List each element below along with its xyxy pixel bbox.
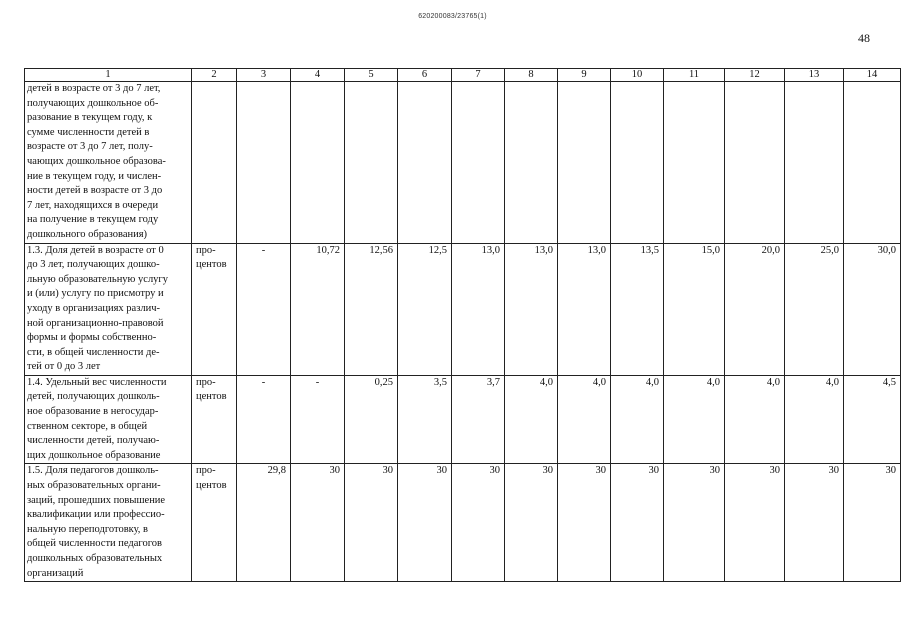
table-row — [25, 82, 901, 244]
description-line: уходу в организациях различ- — [27, 302, 160, 314]
description-line: 1.5. Доля педагогов дошколь- — [27, 465, 159, 477]
description-line: ности детей в возрасте от 3 до — [27, 185, 163, 197]
indicator-description — [25, 464, 192, 582]
column-number-header: 11 — [664, 69, 725, 82]
description-line: до 3 лет, получающих дошко- — [27, 259, 160, 271]
value-cell: 30 — [725, 464, 785, 582]
column-number-header: 1 — [25, 69, 192, 82]
value-cell: 30 — [291, 464, 345, 582]
value-cell — [345, 82, 398, 244]
description-line: тей от 0 до 3 лет — [27, 361, 101, 373]
header-row — [25, 69, 901, 82]
value-cell: 20,0 — [725, 243, 785, 375]
indicator-description — [25, 375, 192, 464]
table-row — [25, 375, 901, 464]
unit-line: про- — [196, 244, 216, 256]
value-cell: 4,0 — [664, 375, 725, 464]
unit-of-measure — [192, 82, 237, 244]
description-line: детей в возрасте от 3 до 7 лет, — [27, 83, 161, 94]
column-number-header: 9 — [558, 69, 611, 82]
description-line: квалификации или профессио- — [27, 509, 165, 521]
description-line: 7 лет, находящихся в очереди — [27, 199, 159, 211]
column-number-header: 6 — [398, 69, 452, 82]
description-line: сти, в общей численности де- — [27, 346, 160, 358]
description-line: формы и формы собственно- — [27, 332, 157, 344]
description-line: сумме численности детей в — [27, 126, 150, 138]
value-cell: 12,5 — [398, 243, 452, 375]
unit-line: про- — [196, 376, 216, 388]
description-line: численности детей, получаю- — [27, 435, 160, 447]
column-number-header: 13 — [785, 69, 844, 82]
value-cell: 13,0 — [505, 243, 558, 375]
value-cell: 3,7 — [452, 375, 505, 464]
description-line: ной организационно-правовой — [27, 317, 164, 329]
description-line: щих дошкольное образование — [27, 449, 161, 461]
indicator-description — [25, 243, 192, 375]
value-cell: 4,0 — [505, 375, 558, 464]
unit-of-measure — [192, 464, 237, 582]
value-cell: - — [237, 243, 291, 375]
description-line: получающих дошкольное об- — [27, 97, 159, 109]
table-body — [25, 69, 901, 582]
description-line: ние в текущем году, и числен- — [27, 170, 162, 182]
value-cell: 30 — [844, 464, 901, 582]
value-cell — [291, 82, 345, 244]
description-line: чающих дошкольное образова- — [27, 155, 166, 167]
value-cell: - — [237, 375, 291, 464]
description-line: ных образовательных органи- — [27, 480, 161, 492]
indicator-description — [25, 82, 192, 244]
value-cell: 29,8 — [237, 464, 291, 582]
unit-line: про- — [196, 465, 216, 477]
value-cell: 30 — [452, 464, 505, 582]
value-cell — [237, 82, 291, 244]
value-cell: 30 — [664, 464, 725, 582]
unit-of-measure — [192, 243, 237, 375]
value-cell: 15,0 — [664, 243, 725, 375]
value-cell: 4,5 — [844, 375, 901, 464]
value-cell: - — [291, 375, 345, 464]
indicator-table — [24, 68, 901, 582]
description-line: нальную переподготовку, в — [27, 523, 149, 535]
value-cell: 13,0 — [452, 243, 505, 375]
description-line: 1.3. Доля детей в возрасте от 0 — [27, 244, 164, 256]
description-line: возрасте от 3 до 7 лет, полу- — [27, 141, 153, 153]
value-cell: 3,5 — [398, 375, 452, 464]
document-id: 620200083/23765(1) — [418, 13, 487, 20]
value-cell: 12,56 — [345, 243, 398, 375]
description-line: дошкольного образования) — [27, 228, 148, 240]
description-line: льную образовательную услугу — [27, 273, 168, 285]
value-cell — [664, 82, 725, 244]
description-line: детей, получающих дошколь- — [27, 391, 160, 403]
value-cell: 25,0 — [785, 243, 844, 375]
value-cell — [452, 82, 505, 244]
value-cell: 13,0 — [558, 243, 611, 375]
page-number: 48 — [858, 31, 870, 45]
column-number-header: 8 — [505, 69, 558, 82]
value-cell: 0,25 — [345, 375, 398, 464]
description-line: общей численности педагогов — [27, 538, 162, 550]
value-cell: 10,72 — [291, 243, 345, 375]
column-number-header: 12 — [725, 69, 785, 82]
value-cell: 30 — [398, 464, 452, 582]
value-cell: 4,0 — [558, 375, 611, 464]
column-number-header: 10 — [611, 69, 664, 82]
value-cell: 30,0 — [844, 243, 901, 375]
table-row — [25, 464, 901, 582]
description-line: ное образование в негосудар- — [27, 406, 159, 418]
value-cell: 30 — [505, 464, 558, 582]
unit-line: центов — [196, 259, 227, 271]
value-cell: 4,0 — [785, 375, 844, 464]
value-cell — [558, 82, 611, 244]
description-line: организаций — [27, 567, 84, 579]
unit-line: центов — [196, 391, 227, 403]
value-cell — [725, 82, 785, 244]
value-cell — [611, 82, 664, 244]
value-cell — [785, 82, 844, 244]
value-cell — [505, 82, 558, 244]
description-line: ственном секторе, в общей — [27, 420, 148, 432]
column-number-header: 2 — [192, 69, 237, 82]
value-cell: 4,0 — [725, 375, 785, 464]
description-line: разование в текущем году, к — [27, 112, 153, 124]
value-cell: 4,0 — [611, 375, 664, 464]
column-number-header: 5 — [345, 69, 398, 82]
value-cell: 30 — [558, 464, 611, 582]
unit-line: центов — [196, 480, 227, 492]
description-line: 1.4. Удельный вес численности — [27, 376, 167, 388]
column-number-header: 7 — [452, 69, 505, 82]
description-line: дошкольных образовательных — [27, 553, 163, 564]
unit-of-measure — [192, 375, 237, 464]
column-number-header: 14 — [844, 69, 901, 82]
table-row — [25, 243, 901, 375]
value-cell — [844, 82, 901, 244]
description-line: и (или) услугу по присмотру и — [27, 288, 164, 300]
value-cell: 30 — [785, 464, 844, 582]
column-number-header: 4 — [291, 69, 345, 82]
value-cell: 30 — [345, 464, 398, 582]
description-line: на получение в текущем году — [27, 214, 159, 226]
value-cell: 13,5 — [611, 243, 664, 375]
column-number-header: 3 — [237, 69, 291, 82]
description-line: заций, прошедших повышение — [27, 494, 166, 506]
value-cell: 30 — [611, 464, 664, 582]
value-cell — [398, 82, 452, 244]
